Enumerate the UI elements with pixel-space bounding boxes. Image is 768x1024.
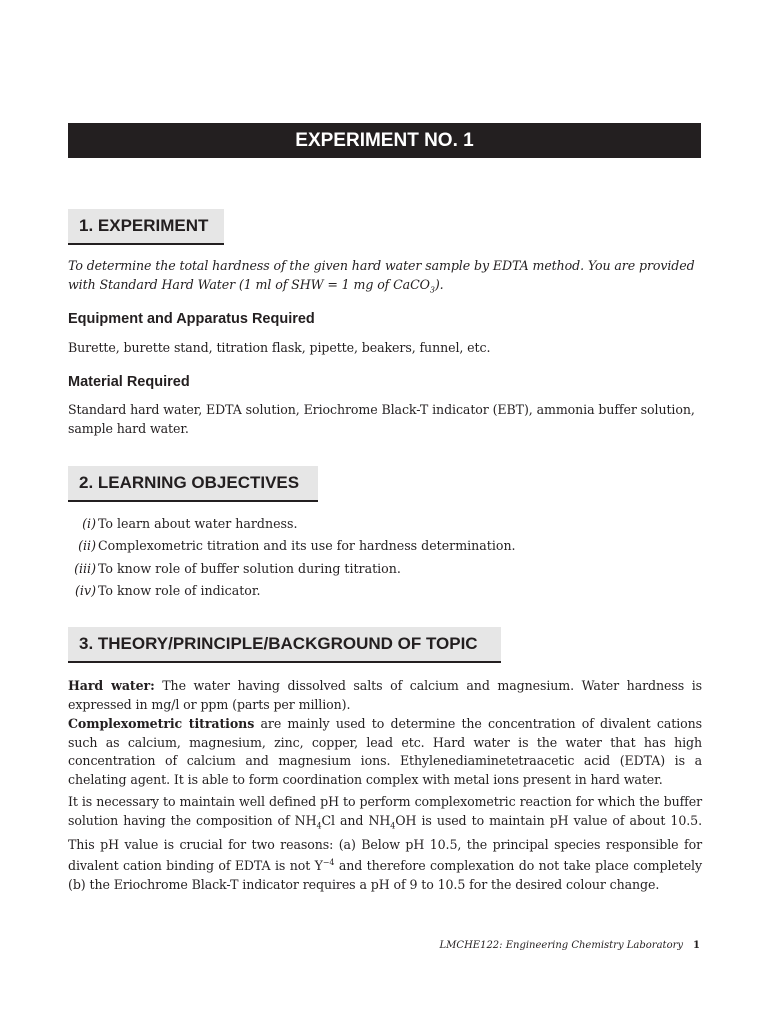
list-item-text: To know role of buffer solution during titration.: [98, 560, 401, 576]
list-item-number: (iii): [74, 560, 96, 576]
material-text: Standard hard water, EDTA solution, Eriochrome Black-T indicator (EBT), ammonia buffer solution, sample hard water.: [68, 402, 695, 436]
objectives-list: [68, 513, 668, 603]
list-item-text: To learn about water hardness.: [98, 516, 298, 531]
list-item-number: (ii): [78, 538, 96, 554]
list-item-text: Complexometric titration and its use for hardness determination.: [98, 538, 516, 554]
page-title: EXPERIMENT NO. 1: [68, 123, 701, 158]
equipment-text: Burette, burette stand, titration flask, pipette, beakers, funnel, etc.: [68, 340, 491, 355]
list-item-number: (i): [82, 516, 96, 531]
section-heading-experiment: 1. EXPERIMENT: [68, 209, 224, 245]
section-heading-learning-objectives: 2. LEARNING OBJECTIVES: [68, 466, 318, 502]
section-heading-theory: 3. THEORY/PRINCIPLE/BACKGROUND OF TOPIC: [68, 627, 501, 663]
hard-water-paragraph: Hard water: The water having dissolved salts of calcium and magnesium. Water hardness is expressed in mg/l or ppm (parts per million).: [68, 678, 702, 712]
aim-paragraph: To determine the total hardness of the given hard water sample by EDTA method. You are provided with Standard Hard Water (1 ml of SHW = 1 mg of CaCO$_3$).: [68, 258, 695, 295]
material-heading: Material Required: [68, 374, 190, 390]
list-item: [68, 558, 668, 580]
list-item-text: To know role of indicator.: [98, 583, 261, 599]
list-item: [68, 535, 668, 557]
list-item-number: (iv): [75, 583, 96, 599]
page-number: 1: [693, 940, 700, 951]
list-item: [68, 513, 668, 535]
complexometric-term: Complexometric titrations: [68, 716, 255, 731]
page-footer: [440, 940, 700, 951]
list-item: [68, 580, 668, 602]
equipment-heading: Equipment and Apparatus Required: [68, 311, 315, 327]
complexometric-paragraph: Complexometric titrations are mainly used to determine the concentration of divalent cations such as calcium, magnesium, zinc, copper, lead etc. Hard water is the water that has high concentration of calcium and magnesium ions. Ethylenediaminetetraacetic acid (EDTA) is a chelating agent. It is able to form coordination complex with metal ions present in hard water.: [68, 716, 702, 787]
ph-paragraph: It is necessary to maintain well defined pH to perform complexometric reaction for which the buffer solution having the composition of $NH_4Cl$ and $NH_4OH$ is used to maintain pH value of about 10.5. This pH value is crucial for two reasons: (a) Below pH 10.5, the principal species responsible for divalent cation binding of EDTA is not $Y^{-4}$ and therefore complexation do not take place completely (b) the Eriochrome Black-T indicator requires a pH of 9 to 10.5 for the desired colour change.: [68, 794, 702, 893]
footer-course: LMCHE122: Engineering Chemistry Laboratory: [439, 940, 684, 951]
hard-water-term: Hard water:: [68, 678, 155, 693]
